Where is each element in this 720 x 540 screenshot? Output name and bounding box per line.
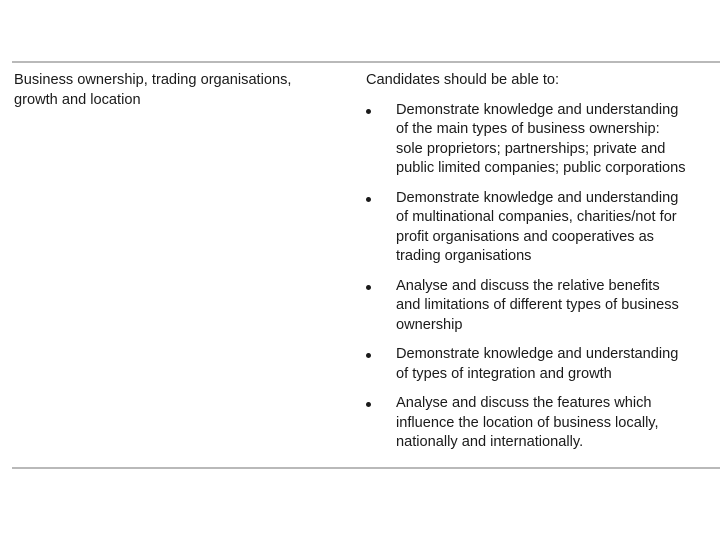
list-item-line: of multinational companies, charities/not for [396, 209, 677, 225]
topic-cell [14, 71, 344, 110]
table-bottom-rule [12, 467, 720, 469]
objectives-intro: Candidates should be able to: [366, 72, 560, 88]
list-item-line: nationally and internationally. [396, 434, 584, 450]
topic-line: Business ownership, trading organisations, [14, 72, 292, 88]
list-item-line: Analyse and discuss the relative benefits [396, 277, 660, 294]
list-item [366, 189, 720, 267]
bullet-icon [366, 197, 371, 202]
list-item-line: and limitations of different types of business [396, 297, 679, 313]
bullet-icon [366, 353, 371, 358]
topic-line: growth and location [14, 91, 141, 108]
list-item [366, 345, 720, 384]
bullet-icon [366, 285, 371, 290]
list-item-line: of types of integration and growth [396, 365, 612, 382]
list-item-line: trading organisations [396, 248, 532, 264]
list-item-line: ownership [396, 316, 463, 333]
list-item-line: Demonstrate knowledge and understanding [396, 101, 679, 118]
table-top-rule [12, 61, 720, 63]
list-item-line: influence the location of business locally, [396, 414, 659, 431]
bullet-icon [366, 402, 371, 407]
list-item [366, 101, 720, 179]
list-item-line: Demonstrate knowledge and understanding [396, 346, 679, 362]
list-item-line: profit organisations and cooperatives as [396, 228, 654, 245]
list-item-line: Demonstrate knowledge and understanding [396, 189, 679, 206]
list-item-line: sole proprietors; partnerships; private and [396, 140, 666, 157]
list-item-line: of the main types of business ownership: [396, 121, 660, 137]
objectives-list [366, 101, 720, 453]
list-item-line: public limited companies; public corporations [396, 160, 686, 176]
list-item [366, 277, 720, 336]
bullet-icon [366, 109, 371, 114]
list-item [366, 394, 720, 453]
list-item-line: Analyse and discuss the features which [396, 395, 652, 411]
objectives-cell [366, 71, 720, 463]
